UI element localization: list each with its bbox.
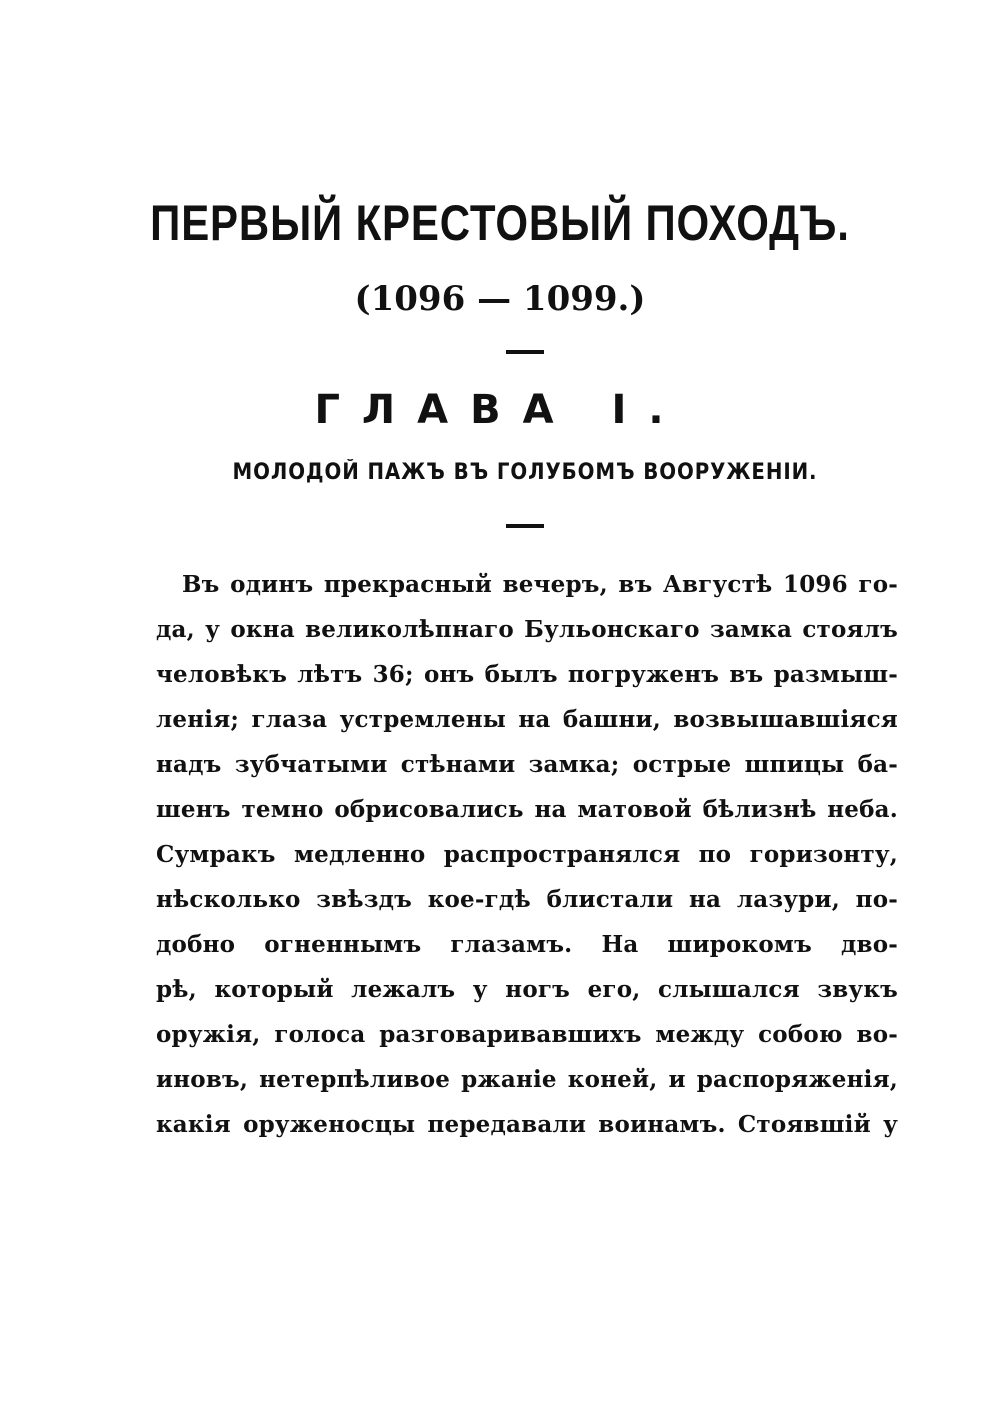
title-divider [506,350,544,354]
text-line: надъ зубчатыми стѣнами замка; острые шпицы ба- [156,751,898,778]
text-line: какія оруженосцы передавали воинамъ. Стоявшій у [156,1111,898,1138]
text-line: Въ одинъ прекрасный вечеръ, въ Августѣ 1096 го- [182,571,898,598]
chapter-divider [506,524,544,528]
text-line: человѣкъ лѣтъ 36; онъ былъ погруженъ въ размыш- [156,661,898,688]
text-line: да, у окна великолѣпнаго Бульонскаго замка стоялъ [156,616,898,643]
text-line: иновъ, нетерпѣливое ржаніе коней, и распоряженія, [156,1066,898,1093]
years-range: (1096 — 1099.) [354,279,646,319]
text-line: ленія; глаза устремлены на башни, возвышавшіяся [156,706,898,733]
text-line: добно огненнымъ глазамъ. На широкомъ дво- [156,931,898,958]
text-line: нѣсколько звѣздъ кое-гдѣ блистали на лазури, по- [156,886,898,913]
text-line: рѣ, который лежалъ у ногъ его, слышался звукъ [156,976,898,1003]
text-line: Сумракъ медленно распространялся по горизонту, [156,841,898,868]
chapter-title: МОЛОДОЙ ПАЖЪ ВЪ ГОЛУБОМЪ ВООРУЖЕНІИ. [232,460,818,485]
text-line: шенъ темно обрисовались на матовой бѣлизнѣ неба. [156,796,898,823]
chapter-heading: ГЛАВА I. [314,387,686,433]
body-paragraph [156,562,898,1147]
text-line: оружія, голоса разговаривавшихъ между собою во- [156,1021,898,1048]
book-title: ПЕРВЫЙ КРЕСТОВЫЙ ПОХОДЪ. [150,195,850,251]
